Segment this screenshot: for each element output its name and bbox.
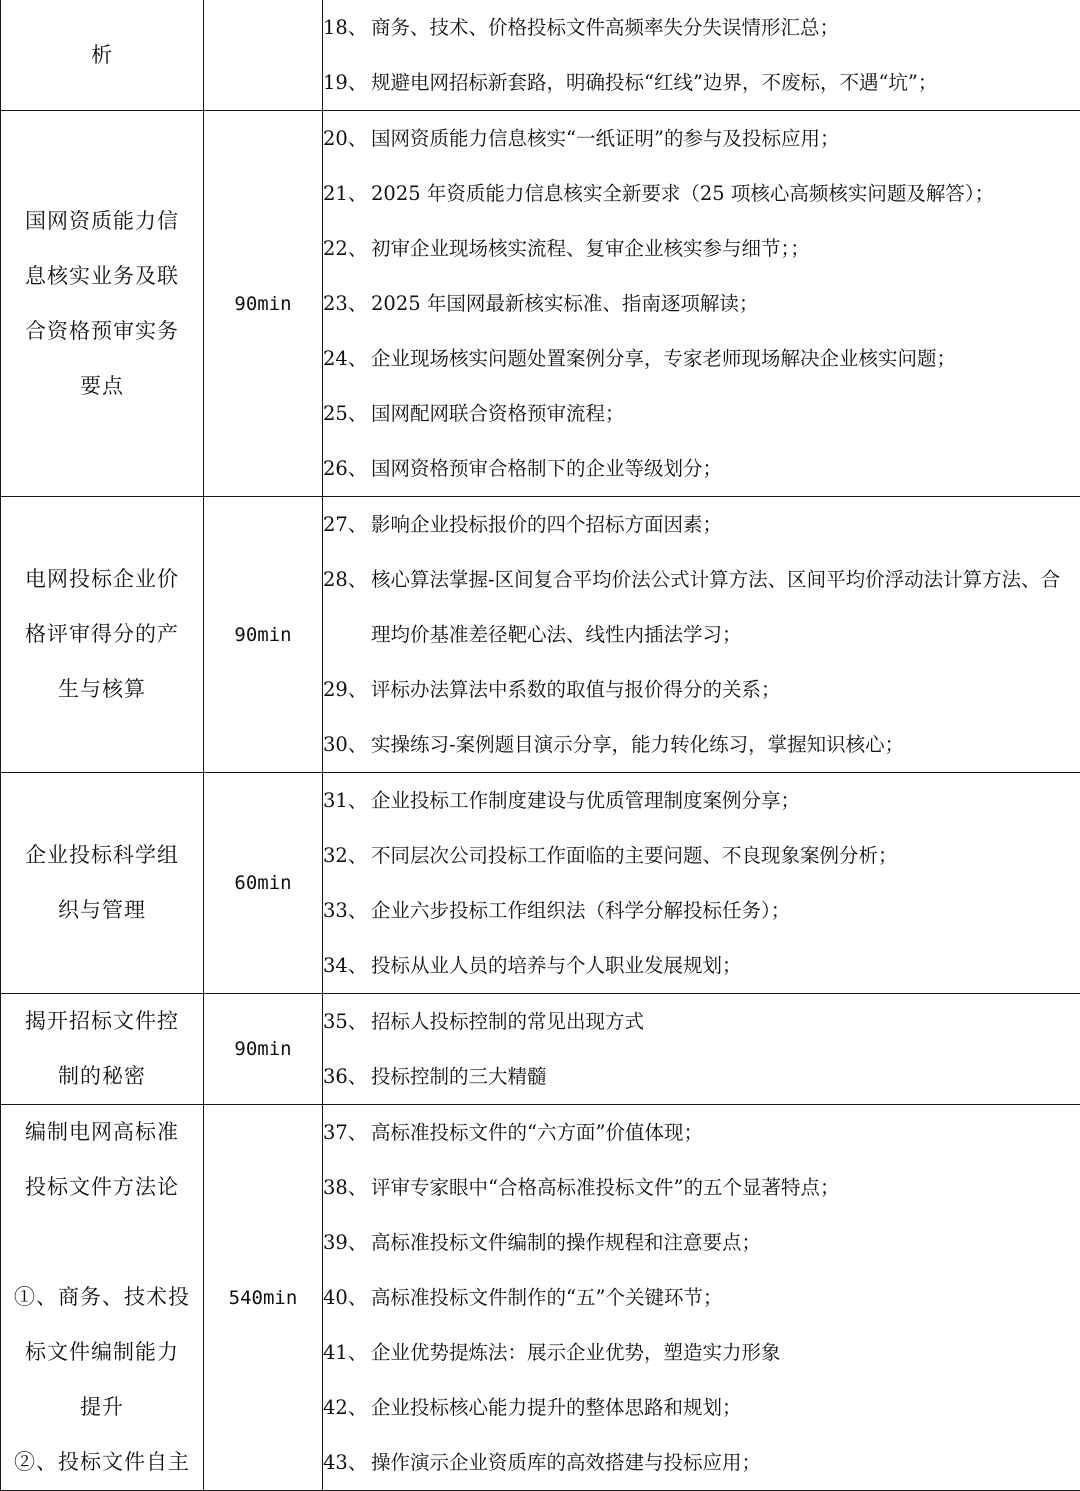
item-text: 高标准投标文件制作的“五”个关键环节； xyxy=(371,1270,722,1325)
topic-line: 制的秘密 xyxy=(1,1049,203,1104)
list-item xyxy=(323,1215,1080,1270)
item-text: 国网配网联合资格预审流程； xyxy=(371,386,625,441)
topic-line: 标文件编制能力 xyxy=(1,1325,203,1380)
item-text: 高标准投标文件编制的操作规程和注意要点； xyxy=(371,1215,761,1270)
items-cell xyxy=(323,1105,1080,1491)
item-number: 19、 xyxy=(323,55,371,110)
item-number: 40、 xyxy=(323,1270,371,1325)
list-item xyxy=(323,1105,1080,1160)
item-number: 26、 xyxy=(323,441,371,496)
item-number: 23、 xyxy=(323,276,371,331)
item-text: 国网资质能力信息核实“一纸证明”的参与及投标应用； xyxy=(371,111,839,166)
list-item xyxy=(323,552,1080,662)
list-item xyxy=(323,497,1080,552)
list-item xyxy=(323,1325,1080,1380)
duration-cell xyxy=(204,0,323,111)
item-number: 31、 xyxy=(323,773,371,828)
list-item xyxy=(323,1049,1080,1104)
topic-cell xyxy=(1,994,204,1105)
list-item xyxy=(323,1380,1080,1435)
topic-line: 揭开招标文件控 xyxy=(1,994,203,1049)
topic-line: 要点 xyxy=(1,359,203,414)
list-item xyxy=(323,994,1080,1049)
item-number: 37、 xyxy=(323,1105,371,1160)
topic-cell xyxy=(1,497,204,773)
item-text: 核心算法掌握-区间复合平均价法公式计算方法、区间平均价浮动法计算方法、合理均价基准差径靶心法、线性内插法学习； xyxy=(371,552,1061,662)
topic-cell xyxy=(1,1105,204,1491)
item-number: 24、 xyxy=(323,331,371,386)
item-number: 29、 xyxy=(323,662,371,717)
topic-line: 格评审得分的产 xyxy=(1,607,203,662)
list-item xyxy=(323,773,1080,828)
topic-line: 析 xyxy=(1,28,203,83)
item-text: 企业优势提炼法：展示企业优势，塑造实力形象 xyxy=(371,1325,781,1380)
topic-line: 电网投标企业价 xyxy=(1,552,203,607)
list-item xyxy=(323,55,1080,110)
table-row xyxy=(1,497,1080,773)
item-text: 操作演示企业资质库的高效搭建与投标应用； xyxy=(371,1435,761,1490)
item-text: 企业现场核实问题处置案例分享，专家老师现场解决企业核实问题； xyxy=(371,331,956,386)
item-number: 32、 xyxy=(323,828,371,883)
item-text: 投标从业人员的培养与个人职业发展规划； xyxy=(371,938,742,993)
list-item xyxy=(323,1270,1080,1325)
item-text: 初审企业现场核实流程、复审企业核实参与细节；； xyxy=(371,221,810,276)
list-item xyxy=(323,276,1080,331)
item-number: 27、 xyxy=(323,497,371,552)
item-number: 33、 xyxy=(323,883,371,938)
item-text: 实操练习-案例题目演示分享，能力转化练习，掌握知识核心； xyxy=(371,717,904,772)
topic-line: ①、商务、技术投 xyxy=(1,1270,203,1325)
items-cell xyxy=(323,111,1080,497)
topic-cell xyxy=(1,773,204,994)
topic-line: 合资格预审实务 xyxy=(1,304,203,359)
list-item xyxy=(323,1435,1080,1490)
list-item xyxy=(323,111,1080,166)
table-row xyxy=(1,773,1080,994)
topic-cell xyxy=(1,111,204,497)
duration-cell: 60min xyxy=(204,773,323,994)
topic-line: 国网资质能力信 xyxy=(1,194,203,249)
topic-line: 息核实业务及联 xyxy=(1,249,203,304)
duration-cell: 540min xyxy=(204,1105,323,1491)
topic-line: 提升 xyxy=(1,1380,203,1435)
item-text: 高标准投标文件的“六方面”价值体现； xyxy=(371,1105,703,1160)
topic-spacer xyxy=(1,1215,203,1270)
list-item xyxy=(323,938,1080,993)
table-row xyxy=(1,994,1080,1105)
duration-cell: 90min xyxy=(204,497,323,773)
list-item xyxy=(323,883,1080,938)
list-item xyxy=(323,221,1080,276)
topic-line: 企业投标科学组 xyxy=(1,828,203,883)
item-text: 评审专家眼中“合格高标准投标文件”的五个显著特点； xyxy=(371,1160,839,1215)
topic-line: 织与管理 xyxy=(1,883,203,938)
table-row xyxy=(1,0,1080,111)
list-item xyxy=(323,828,1080,883)
item-text: 2025 年资质能力信息核实全新要求（25 项核心高频核实问题及解答）； xyxy=(371,166,994,221)
item-number: 30、 xyxy=(323,717,371,772)
item-text: 商务、技术、价格投标文件高频率失分失误情形汇总； xyxy=(371,0,839,55)
table-body xyxy=(1,0,1080,1491)
item-text: 评标办法算法中系数的取值与报价得分的关系； xyxy=(371,662,781,717)
item-number: 28、 xyxy=(323,552,371,662)
topic-line: 生与核算 xyxy=(1,662,203,717)
list-item xyxy=(323,717,1080,772)
item-number: 20、 xyxy=(323,111,371,166)
item-text: 投标控制的三大精髓 xyxy=(371,1049,547,1104)
item-text: 企业投标核心能力提升的整体思路和规划； xyxy=(371,1380,742,1435)
list-item xyxy=(323,441,1080,496)
item-text: 国网资格预审合格制下的企业等级划分； xyxy=(371,441,722,496)
items-cell xyxy=(323,773,1080,994)
topic-cell xyxy=(1,0,204,111)
items-cell xyxy=(323,497,1080,773)
item-text: 企业六步投标工作组织法（科学分解投标任务）； xyxy=(371,883,790,938)
item-number: 34、 xyxy=(323,938,371,993)
items-cell xyxy=(323,0,1080,111)
item-text: 2025 年国网最新核实标准、指南逐项解读； xyxy=(371,276,758,331)
list-item xyxy=(323,166,1080,221)
item-number: 39、 xyxy=(323,1215,371,1270)
list-item xyxy=(323,0,1080,55)
list-item xyxy=(323,662,1080,717)
item-text: 企业投标工作制度建设与优质管理制度案例分享； xyxy=(371,773,800,828)
item-text: 不同层次公司投标工作面临的主要问题、不良现象案例分析； xyxy=(371,828,898,883)
duration-cell: 90min xyxy=(204,994,323,1105)
table-row xyxy=(1,1105,1080,1491)
items-cell xyxy=(323,994,1080,1105)
item-number: 22、 xyxy=(323,221,371,276)
item-number: 18、 xyxy=(323,0,371,55)
item-number: 41、 xyxy=(323,1325,371,1380)
item-number: 36、 xyxy=(323,1049,371,1104)
item-number: 25、 xyxy=(323,386,371,441)
item-number: 42、 xyxy=(323,1380,371,1435)
table-row xyxy=(1,111,1080,497)
item-number: 21、 xyxy=(323,166,371,221)
topic-line: 投标文件方法论 xyxy=(1,1160,203,1215)
item-text: 影响企业投标报价的四个招标方面因素； xyxy=(371,497,722,552)
item-text: 招标人投标控制的常见出现方式 xyxy=(371,994,644,1049)
topic-line: ②、投标文件自主 xyxy=(1,1435,203,1490)
list-item xyxy=(323,1160,1080,1215)
list-item xyxy=(323,331,1080,386)
item-number: 38、 xyxy=(323,1160,371,1215)
item-number: 43、 xyxy=(323,1435,371,1490)
topic-line: 编制电网高标准 xyxy=(1,1105,203,1160)
item-text: 规避电网招标新套路，明确投标“红线”边界，不废标，不遇“坑”； xyxy=(371,55,937,110)
list-item xyxy=(323,386,1080,441)
duration-cell: 90min xyxy=(204,111,323,497)
item-number: 35、 xyxy=(323,994,371,1049)
